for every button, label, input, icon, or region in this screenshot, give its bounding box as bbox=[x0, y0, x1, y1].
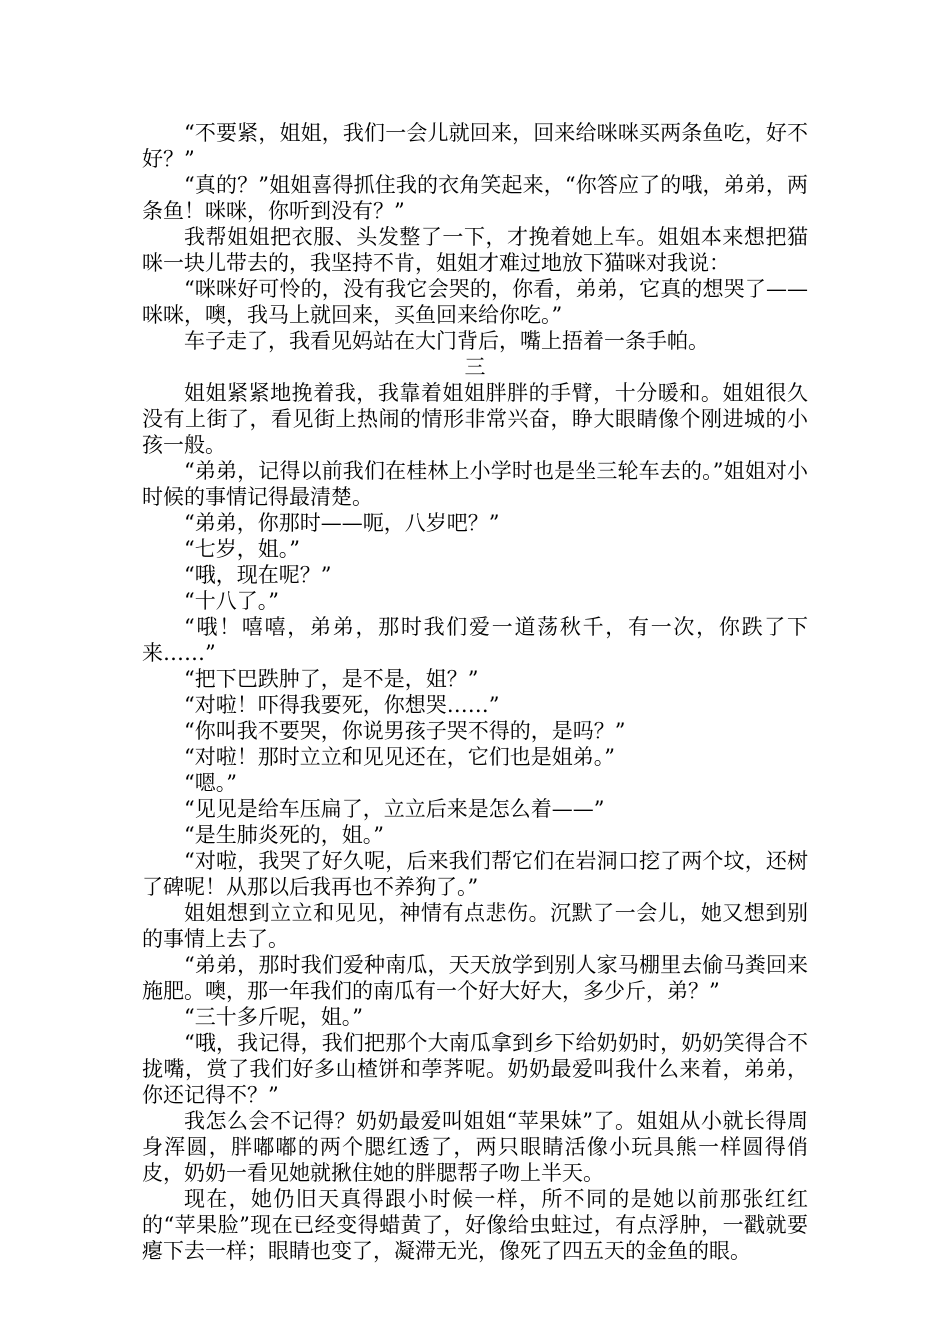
paragraph: “对啦，我哭了好久呢，后来我们帮它们在岩洞口挖了两个坟，还树了碑呢！从那以后我再也不养狗了。” bbox=[142, 849, 808, 899]
paragraph: “哦，我记得，我们把那个大南瓜拿到乡下给奶奶时，奶奶笑得合不拢嘴，赏了我们好多山楂饼和荸荠呢。奶奶最爱叫我什么来着，弟弟，你还记得不？” bbox=[142, 1031, 808, 1107]
paragraph: 我怎么会不记得？奶奶最爱叫姐姐“苹果妹”了。姐姐从小就长得周身浑圆，胖嘟嘟的两个腮红透了，两只眼睛活像小玩具熊一样圆得俏皮，奶奶一看见她就揪住她的胖腮帮子吻上半天。 bbox=[142, 1109, 808, 1185]
paragraph: 我帮姐姐把衣服、头发整了一下，才挽着她上车。姐姐本来想把猫咪一块儿带去的，我坚持不肯，姐姐才难过地放下猫咪对我说： bbox=[142, 225, 808, 275]
paragraph: 现在，她仍旧天真得跟小时候一样，所不同的是她以前那张红红的“苹果脸”现在已经变得蜡黄了，好像给虫蛀过，有点浮肿，一戳就要瘪下去一样；眼睛也变了，凝滞无光，像死了四五天的金鱼的眼。 bbox=[142, 1187, 808, 1263]
paragraph: “见见是给车压扁了，立立后来是怎么着——” bbox=[184, 797, 605, 821]
paragraph: “对啦！吓得我要死，你想哭……” bbox=[184, 693, 500, 717]
paragraph: “真的？”姐姐喜得抓住我的衣角笑起来，“你答应了的哦，弟弟，两条鱼！咪咪，你听到没有？” bbox=[142, 173, 808, 223]
paragraph: “十八了。” bbox=[184, 589, 279, 613]
paragraph: 姐姐紧紧地挽着我，我靠着姐姐胖胖的手臂，十分暖和。姐姐很久没有上街了，看见街上热闹的情形非常兴奋，睁大眼睛像个刚进城的小孩一般。 bbox=[142, 381, 808, 457]
paragraph: “哦，现在呢？” bbox=[184, 563, 332, 587]
document-page bbox=[142, 120, 808, 1264]
paragraph: “弟弟，你那时——呃，八岁吧？” bbox=[184, 511, 500, 535]
paragraph: “七岁，姐。” bbox=[184, 537, 300, 561]
paragraph: “是生肺炎死的，姐。” bbox=[184, 823, 384, 847]
paragraph: “对啦！那时立立和见见还在，它们也是姐弟。” bbox=[184, 745, 615, 769]
paragraph: “咪咪好可怜的，没有我它会哭的，你看，弟弟，它真的想哭了——咪咪，噢，我马上就回来，买鱼回来给你吃。” bbox=[142, 277, 808, 327]
paragraph: “弟弟，记得以前我们在桂林上小学时也是坐三轮车去的。”姐姐对小时候的事情记得最清楚。 bbox=[142, 459, 808, 509]
paragraph: 姐姐想到立立和见见，神情有点悲伤。沉默了一会儿，她又想到别的事情上去了。 bbox=[142, 901, 808, 951]
paragraph: “不要紧，姐姐，我们一会儿就回来，回来给咪咪买两条鱼吃，好不好？” bbox=[142, 121, 808, 171]
paragraph: “弟弟，那时我们爱种南瓜，天天放学到别人家马棚里去偷马粪回来施肥。噢，那一年我们的南瓜有一个好大好大，多少斤，弟？” bbox=[142, 953, 808, 1003]
paragraph: “你叫我不要哭，你说男孩子哭不得的，是吗？” bbox=[184, 719, 626, 743]
paragraph: “嗯。” bbox=[184, 771, 237, 795]
paragraph: 车子走了，我看见妈站在大门背后，嘴上捂着一条手帕。 bbox=[184, 329, 709, 353]
paragraph: “三十多斤呢，姐。” bbox=[184, 1005, 363, 1029]
section-heading: 三 bbox=[464, 355, 486, 379]
paragraph: “哦！嘻嘻，弟弟，那时我们爱一道荡秋千，有一次，你跌了下来……” bbox=[142, 615, 808, 665]
paragraph: “把下巴跌肿了，是不是，姐？” bbox=[184, 667, 479, 691]
